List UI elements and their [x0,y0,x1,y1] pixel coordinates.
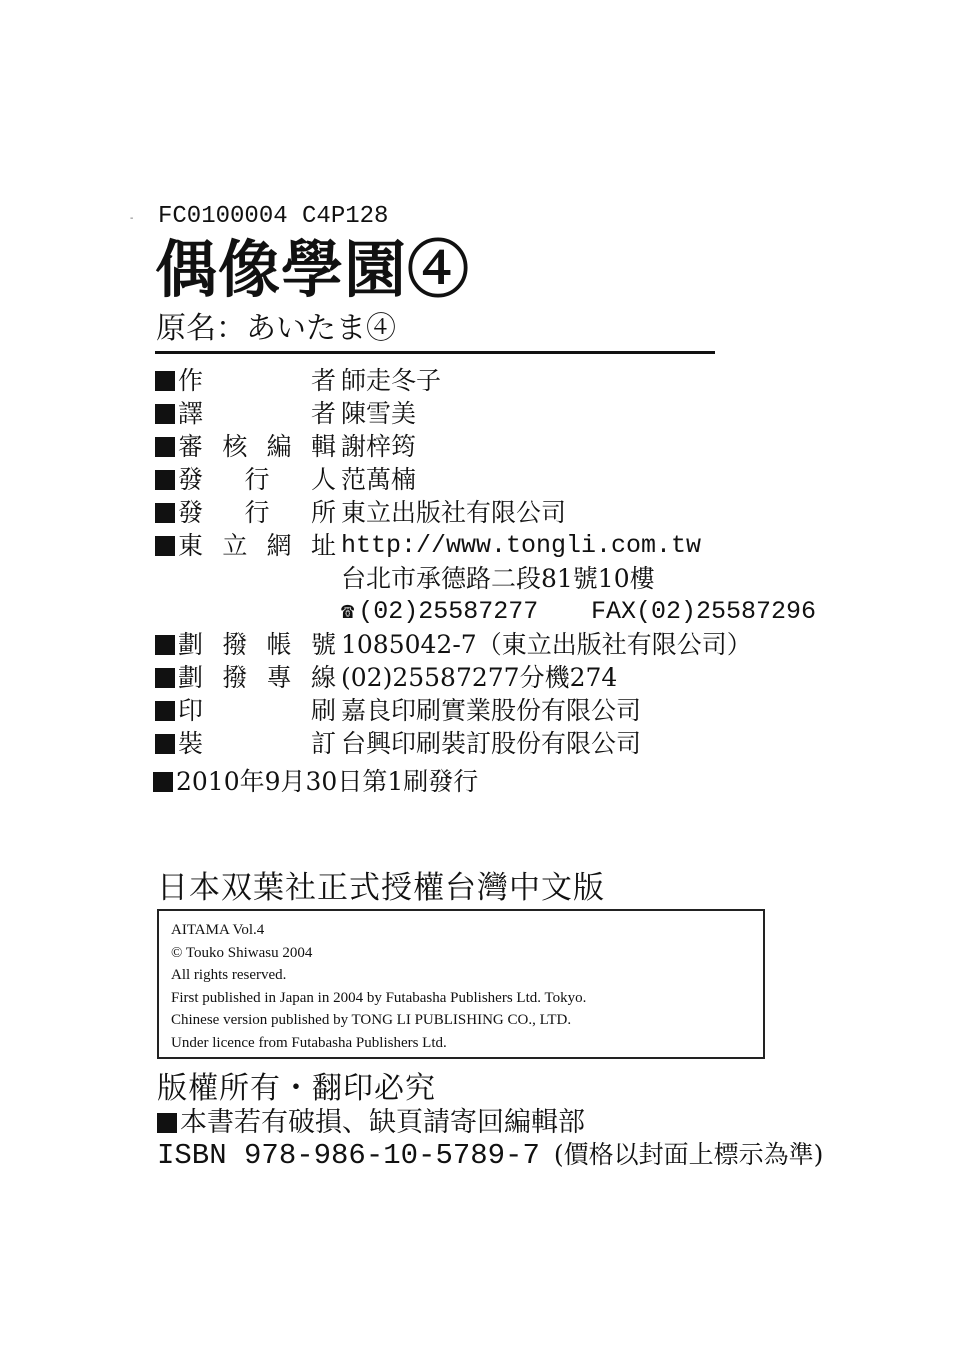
fax-number: FAX(02)25587296 [591,597,817,626]
divider-rule [155,351,715,354]
black-square-icon [155,734,175,754]
credit-label: 印 刷 [178,696,336,725]
credit-row [155,529,815,562]
publish-date-line [153,765,478,798]
price-note: (價格以封面上標示為準) [553,1140,824,1169]
credit-row [155,463,815,496]
copyright-line: All rights reserved. [171,967,287,983]
copyright-box [157,909,765,1059]
credit-label: 劃撥專線 [178,663,336,692]
black-square-icon [155,404,175,424]
credit-value: 東立出版社有限公司 [341,498,567,527]
credit-value: 謝梓筠 [341,432,417,461]
book-title: 偶像學園④ [155,233,471,306]
credit-value: 1085042-7（東立出版社有限公司） [341,630,752,659]
credit-label: 發行人 [178,465,336,494]
credit-row [155,496,815,529]
credit-value: (02)25587277分機274 [341,663,618,692]
telephone-icon: ☎ [341,600,355,625]
credits-list [155,364,815,760]
credit-value: 范萬楠 [341,465,417,494]
black-square-icon [155,503,175,523]
damage-notice: 本書若有破損、缺頁請寄回編輯部 [180,1107,585,1138]
black-square-icon [155,536,175,556]
contact-row [155,595,815,628]
credit-value: 師走冬子 [341,366,442,395]
damage-notice-line [157,1100,585,1139]
credit-label: 審核編輯 [178,432,336,461]
address-row [155,562,815,595]
copyright-line: Under licence from Futabasha Publishers Ltd. [171,1034,447,1051]
copyright-line: AITAMA Vol.4 [171,922,265,938]
credit-label: 作 者 [178,366,336,395]
credit-value: 台興印刷裝訂股份有限公司 [341,729,642,758]
isbn-line [157,1135,823,1172]
address: 台北市承德路二段81號10樓 [341,564,655,593]
black-square-icon [155,701,175,721]
credit-value: 陳雪美 [341,399,417,428]
product-code: FC0100004 C4P128 [158,203,389,230]
black-square-icon [155,668,175,688]
credit-row [155,364,815,397]
phone-number: (02)25587277 [358,597,539,626]
publish-date: 2010年9月30日第1刷發行 [176,767,479,796]
black-square-icon [155,470,175,490]
license-statement: 日本双葉社正式授權台灣中文版 [157,870,605,906]
credit-row [155,628,815,661]
copyright-line: Chinese version published by TONG LI PUBLISHING CO., LTD. [171,1012,572,1028]
stray-mark: - [130,213,134,224]
website-url: http://www.tongli.com.tw [341,531,702,560]
black-square-icon [155,437,175,457]
rights-reserved: 版權所有・翻印必究 [157,1071,436,1106]
credit-label: 裝 訂 [178,729,336,758]
black-square-icon [155,635,175,655]
credit-label: 發行所 [178,498,336,527]
credit-row [155,397,815,430]
copyright-line: © Touko Shiwasu 2004 [171,944,313,961]
credit-label: 譯 者 [178,399,336,428]
black-square-icon [153,772,173,792]
credit-row [155,430,815,463]
black-square-icon [157,1113,177,1133]
isbn-number: ISBN 978-986-10-5789-7 [157,1139,540,1172]
credit-row [155,694,815,727]
credit-row [155,661,815,694]
credit-label: 東立網址 [178,531,336,560]
copyright-line: First published in Japan in 2004 by Futabasha Publishers Ltd. Tokyo. [171,989,587,1006]
credit-label: 劃撥帳號 [178,630,336,659]
black-square-icon [155,371,175,391]
credit-value: 嘉良印刷實業股份有限公司 [341,696,642,725]
original-title: 原名：あいたま④ [156,311,396,346]
credit-row [155,727,815,760]
